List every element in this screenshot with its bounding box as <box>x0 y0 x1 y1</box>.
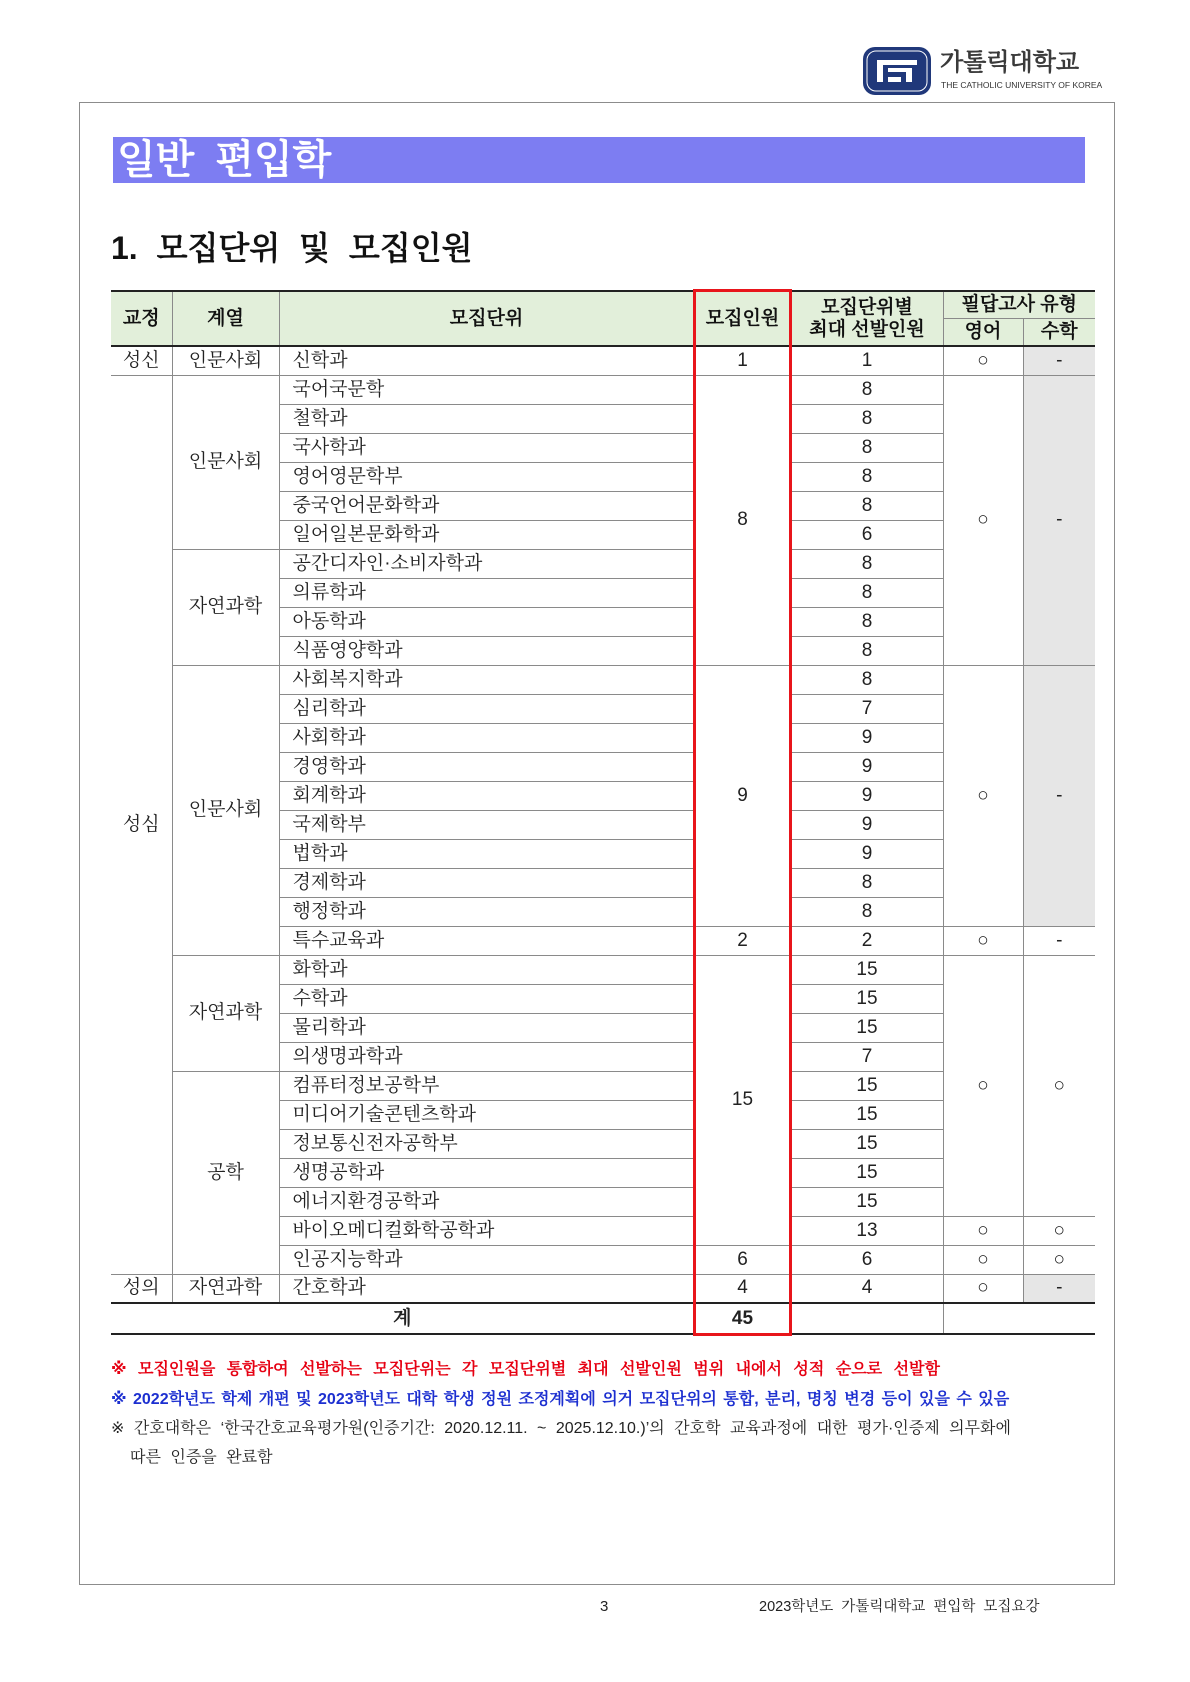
english-exam-cell: ○ <box>943 346 1023 375</box>
max-selection-cell: 7 <box>791 694 943 723</box>
math-exam-cell: ○ <box>1023 955 1095 1216</box>
max-selection-cell: 8 <box>791 578 943 607</box>
max-selection-cell: 8 <box>791 375 943 404</box>
unit-cell: 의생명과학과 <box>279 1042 694 1071</box>
english-exam-cell: ○ <box>943 1274 1023 1303</box>
english-exam-cell: ○ <box>943 926 1023 955</box>
section-title-bar <box>113 137 1085 183</box>
max-selection-cell: 8 <box>791 549 943 578</box>
unit-cell: 일어일본문화학과 <box>279 520 694 549</box>
max-selection-cell: 6 <box>791 1245 943 1274</box>
english-exam-cell: ○ <box>943 375 1023 665</box>
field-cell: 인문사회 <box>172 665 279 955</box>
max-selection-cell: 15 <box>791 955 943 984</box>
section-title: 일반 편입학 <box>117 138 332 182</box>
unit-cell: 국사학과 <box>279 433 694 462</box>
unit-cell: 사회복지학과 <box>279 665 694 694</box>
max-selection-cell: 15 <box>791 1187 943 1216</box>
max-selection-cell: 8 <box>791 462 943 491</box>
english-exam-cell: ○ <box>943 665 1023 926</box>
note-restructuring: ※ 2022학년도 학제 개편 및 2023학년도 대학 학생 정원 조정계획에 의거 모집단위의 통합, 분리, 명칭 변경 등이 있을 수 있음 <box>111 1391 1010 1408</box>
max-selection-cell: 8 <box>791 897 943 926</box>
max-selection-cell: 9 <box>791 839 943 868</box>
unit-cell: 영어영문학부 <box>279 462 694 491</box>
math-exam-cell: - <box>1023 346 1095 375</box>
unit-cell: 중국언어문화학과 <box>279 491 694 520</box>
table-row <box>111 665 1095 694</box>
quota-cell: 6 <box>694 1245 791 1274</box>
total-empty-cell <box>791 1303 943 1334</box>
total-row <box>111 1303 1095 1334</box>
unit-cell: 행정학과 <box>279 897 694 926</box>
campus-cell: 성심 <box>111 375 172 1274</box>
table-row <box>111 955 1095 984</box>
max-selection-cell: 15 <box>791 1071 943 1100</box>
max-selection-cell: 1 <box>791 346 943 375</box>
max-selection-cell: 8 <box>791 868 943 897</box>
unit-cell: 사회학과 <box>279 723 694 752</box>
table-row <box>111 346 1095 375</box>
max-selection-cell: 9 <box>791 810 943 839</box>
subsection-heading: 1. 모집단위 및 모집인원 <box>111 230 473 266</box>
field-cell: 공학 <box>172 1071 279 1274</box>
unit-cell: 아동학과 <box>279 607 694 636</box>
unit-cell: 공간디자인·소비자학과 <box>279 549 694 578</box>
header-campus: 교정 <box>111 291 172 346</box>
unit-cell: 특수교육과 <box>279 926 694 955</box>
quota-cell: 9 <box>694 665 791 926</box>
unit-cell: 국제학부 <box>279 810 694 839</box>
total-empty-cell <box>943 1303 1095 1334</box>
total-label: 계 <box>111 1303 694 1334</box>
campus-cell: 성신 <box>111 346 172 375</box>
unit-cell: 회계학과 <box>279 781 694 810</box>
quota-cell: 8 <box>694 375 791 665</box>
unit-cell: 생명공학과 <box>279 1158 694 1187</box>
header-max-line2: 최대 선발인원 <box>809 318 925 340</box>
unit-cell: 물리학과 <box>279 1013 694 1042</box>
quota-cell: 15 <box>694 955 791 1245</box>
unit-cell: 인공지능학과 <box>279 1245 694 1274</box>
max-selection-cell: 9 <box>791 752 943 781</box>
header-exam-type: 필답고사 유형 <box>943 291 1095 319</box>
max-selection-cell: 4 <box>791 1274 943 1303</box>
math-exam-cell: ○ <box>1023 1245 1095 1274</box>
field-cell: 인문사회 <box>172 346 279 375</box>
max-selection-cell: 15 <box>791 984 943 1013</box>
math-exam-cell: ○ <box>1023 1216 1095 1245</box>
total-quota: 45 <box>694 1303 791 1334</box>
header-max-selection <box>791 291 943 346</box>
max-selection-cell: 7 <box>791 1042 943 1071</box>
max-selection-cell: 8 <box>791 665 943 694</box>
header-unit: 모집단위 <box>279 291 694 346</box>
field-cell: 인문사회 <box>172 375 279 549</box>
logo-korean-name: 가톨릭대학교 <box>940 49 1080 76</box>
max-selection-cell: 2 <box>791 926 943 955</box>
field-cell: 자연과학 <box>172 549 279 665</box>
header-math: 수학 <box>1023 319 1095 347</box>
max-selection-cell: 9 <box>791 781 943 810</box>
unit-cell: 경제학과 <box>279 868 694 897</box>
unit-cell: 컴퓨터정보공학부 <box>279 1071 694 1100</box>
unit-cell: 식품영양학과 <box>279 636 694 665</box>
logo-english-name: THE CATHOLIC UNIVERSITY OF KOREA <box>941 80 1103 90</box>
unit-cell: 국어국문학 <box>279 375 694 404</box>
max-selection-cell: 15 <box>791 1100 943 1129</box>
max-selection-cell: 8 <box>791 404 943 433</box>
note-nursing-accreditation-line2: 따른 인증을 완료함 <box>130 1449 273 1466</box>
field-cell: 자연과학 <box>172 955 279 1071</box>
header-max-line1: 모집단위별 <box>821 296 913 318</box>
unit-cell: 바이오메디컬화학공학과 <box>279 1216 694 1245</box>
math-exam-cell: - <box>1023 665 1095 926</box>
max-selection-cell: 15 <box>791 1158 943 1187</box>
university-emblem-icon <box>862 46 932 96</box>
unit-cell: 수학과 <box>279 984 694 1013</box>
table-row <box>111 375 1095 404</box>
quota-cell: 2 <box>694 926 791 955</box>
table-body <box>111 346 1095 1334</box>
max-selection-cell: 8 <box>791 636 943 665</box>
recruitment-table <box>111 290 1095 1335</box>
note-integrated-selection: ※ 모집인원을 통합하여 선발하는 모집단위는 각 모집단위별 최대 선발인원 범위 내에서 성적 순으로 선발함 <box>111 1361 940 1378</box>
header-english: 영어 <box>943 319 1023 347</box>
max-selection-cell: 9 <box>791 723 943 752</box>
math-exam-cell: - <box>1023 926 1095 955</box>
unit-cell: 의류학과 <box>279 578 694 607</box>
unit-cell: 간호학과 <box>279 1274 694 1303</box>
quota-cell: 1 <box>694 346 791 375</box>
unit-cell: 법학과 <box>279 839 694 868</box>
field-cell: 자연과학 <box>172 1274 279 1303</box>
table-row <box>111 1274 1095 1303</box>
page-number: 3 <box>600 1598 609 1615</box>
note-nursing-accreditation-line1: ※ 간호대학은 ‘한국간호교육평가원(인증기간: 2020.12.11. ~ 2025.12.10.)’의 간호학 교육과정에 대한 평가·인증제 의무화에 <box>111 1420 1011 1437</box>
max-selection-cell: 15 <box>791 1013 943 1042</box>
max-selection-cell: 8 <box>791 607 943 636</box>
unit-cell: 미디어기술콘텐츠학과 <box>279 1100 694 1129</box>
table-header <box>111 291 1095 346</box>
unit-cell: 철학과 <box>279 404 694 433</box>
english-exam-cell: ○ <box>943 955 1023 1216</box>
unit-cell: 정보통신전자공학부 <box>279 1129 694 1158</box>
unit-cell: 신학과 <box>279 346 694 375</box>
max-selection-cell: 8 <box>791 433 943 462</box>
unit-cell: 에너지환경공학과 <box>279 1187 694 1216</box>
max-selection-cell: 8 <box>791 491 943 520</box>
header-field: 계열 <box>172 291 279 346</box>
max-selection-cell: 6 <box>791 520 943 549</box>
max-selection-cell: 13 <box>791 1216 943 1245</box>
campus-cell: 성의 <box>111 1274 172 1303</box>
footer-document-title: 2023학년도 가톨릭대학교 편입학 모집요강 <box>759 1599 1040 1615</box>
header-row <box>111 291 1095 319</box>
header-quota: 모집인원 <box>694 291 791 346</box>
max-selection-cell: 15 <box>791 1129 943 1158</box>
math-exam-cell: - <box>1023 375 1095 665</box>
english-exam-cell: ○ <box>943 1245 1023 1274</box>
unit-cell: 심리학과 <box>279 694 694 723</box>
math-exam-cell: - <box>1023 1274 1095 1303</box>
unit-cell: 경영학과 <box>279 752 694 781</box>
unit-cell: 화학과 <box>279 955 694 984</box>
english-exam-cell: ○ <box>943 1216 1023 1245</box>
quota-cell: 4 <box>694 1274 791 1303</box>
